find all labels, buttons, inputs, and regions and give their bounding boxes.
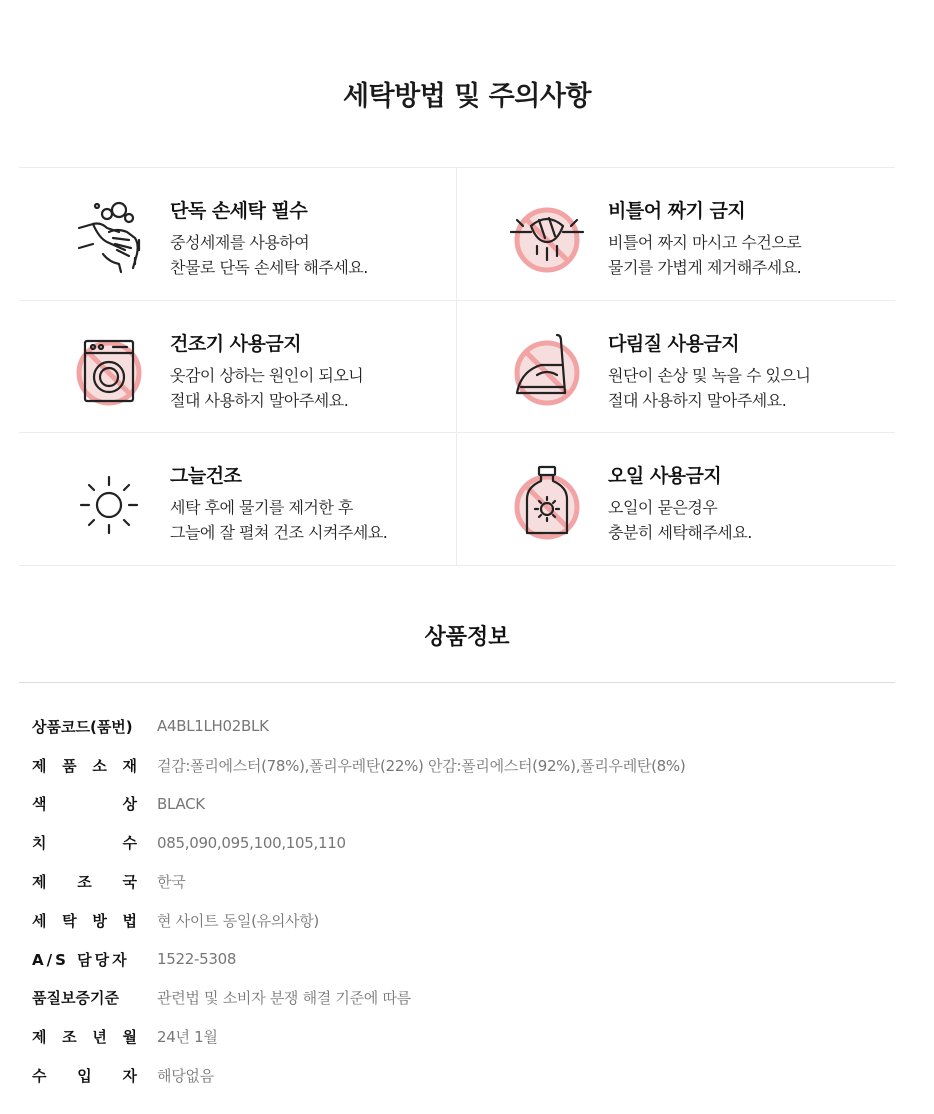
care-item-desc-line: 충분히 세탁해주세요. <box>608 523 752 542</box>
info-label: 제 조 년 월 <box>32 1028 137 1047</box>
info-row-color <box>32 785 892 824</box>
care-item-title: 그늘건조 <box>170 465 242 487</box>
info-value: 겉감:폴리에스터(78%),폴리우레탄(22%) 안감:폴리에스터(92%),폴리우레탄(8%) <box>157 756 686 775</box>
care-item-title: 건조기 사용금지 <box>170 333 302 355</box>
care-item-no-oil <box>457 433 894 565</box>
care-item-title: 비틀어 짜기 금지 <box>608 200 746 222</box>
shade-dry-icon <box>69 463 149 543</box>
info-value: 한국 <box>157 873 186 892</box>
info-row-importer <box>32 1056 892 1095</box>
info-value: BLACK <box>157 794 205 813</box>
hand-wash-icon <box>69 198 149 278</box>
care-item-no-iron <box>457 301 894 433</box>
info-value: 085,090,095,100,105,110 <box>157 833 346 852</box>
info-value: 24년 1월 <box>157 1028 218 1047</box>
info-row-product-code <box>32 707 892 746</box>
care-item-desc <box>608 230 801 280</box>
info-value: 관련법 및 소비자 분쟁 해결 기준에 따름 <box>157 989 411 1008</box>
care-item-desc-line: 옷감이 상하는 원인이 되오니 <box>170 366 364 385</box>
care-instructions-grid <box>19 167 895 566</box>
info-label: 수 입 자 <box>32 1067 137 1086</box>
care-title: 세탁방법 및 주의사항 <box>342 81 592 112</box>
info-label: 품질보증기준 <box>32 989 119 1008</box>
info-row-material <box>32 746 892 785</box>
care-item-title: 다림질 사용금지 <box>608 333 740 355</box>
product-info-table <box>32 707 892 1095</box>
info-label: 상품코드(품번) <box>32 717 133 736</box>
info-label: 세 탁 방 법 <box>32 911 137 930</box>
care-item-hand-wash <box>19 168 456 300</box>
info-row-size <box>32 823 892 862</box>
section-divider <box>19 682 895 683</box>
care-item-desc-line: 찬물로 단독 손세탁 해주세요. <box>170 258 368 277</box>
info-value: 현 사이트 동일(유의사항) <box>157 911 319 930</box>
care-item-desc <box>608 363 810 413</box>
care-item-desc-line: 그늘에 잘 펼쳐 건조 시켜주세요. <box>170 523 388 542</box>
info-value: A4BL1LH02BLK <box>157 717 269 736</box>
care-item-shade-dry <box>19 433 456 565</box>
care-item-desc <box>170 495 387 545</box>
care-item-no-dryer <box>19 301 456 433</box>
info-label: A/S 담당자 <box>32 950 130 969</box>
no-oil-icon <box>507 463 587 543</box>
care-item-title: 오일 사용금지 <box>608 465 722 487</box>
care-item-desc-line: 오일이 묻은경우 <box>608 498 718 517</box>
info-label: 제 품 소 재 <box>32 756 137 775</box>
care-item-desc-line: 비틀어 짜지 마시고 수건으로 <box>608 233 802 252</box>
info-value: 1522-5308 <box>157 950 237 969</box>
info-row-wash-method <box>32 901 892 940</box>
care-item-desc-line: 원단이 손상 및 녹을 수 있으니 <box>608 366 811 385</box>
care-item-desc-line: 절대 사용하지 말아주세요. <box>170 391 349 410</box>
care-item-desc-line: 물기를 가볍게 제거해주세요. <box>608 258 802 277</box>
care-item-desc <box>170 230 368 280</box>
info-value: 해당없음 <box>157 1067 214 1086</box>
care-item-desc-line: 절대 사용하지 말아주세요. <box>608 391 787 410</box>
info-label: 제 조 국 <box>32 873 137 892</box>
info-row-manufactured <box>32 1017 892 1056</box>
care-item-title: 단독 손세탁 필수 <box>170 200 308 222</box>
info-label: 치 수 <box>32 834 137 853</box>
care-item-desc-line: 세탁 후에 물기를 제거한 후 <box>170 498 353 517</box>
no-wring-icon <box>507 198 587 278</box>
info-row-as-contact <box>32 940 892 979</box>
care-item-desc <box>608 495 752 545</box>
product-info-title: 상품정보 <box>424 625 510 650</box>
info-label: 색 상 <box>32 795 137 814</box>
care-item-no-wring <box>457 168 894 300</box>
info-row-quality <box>32 979 892 1018</box>
no-iron-icon <box>507 331 587 411</box>
care-item-desc-line: 중성세제를 사용하여 <box>170 233 310 252</box>
no-dryer-icon <box>69 331 149 411</box>
info-row-country <box>32 862 892 901</box>
care-item-desc <box>170 363 363 413</box>
